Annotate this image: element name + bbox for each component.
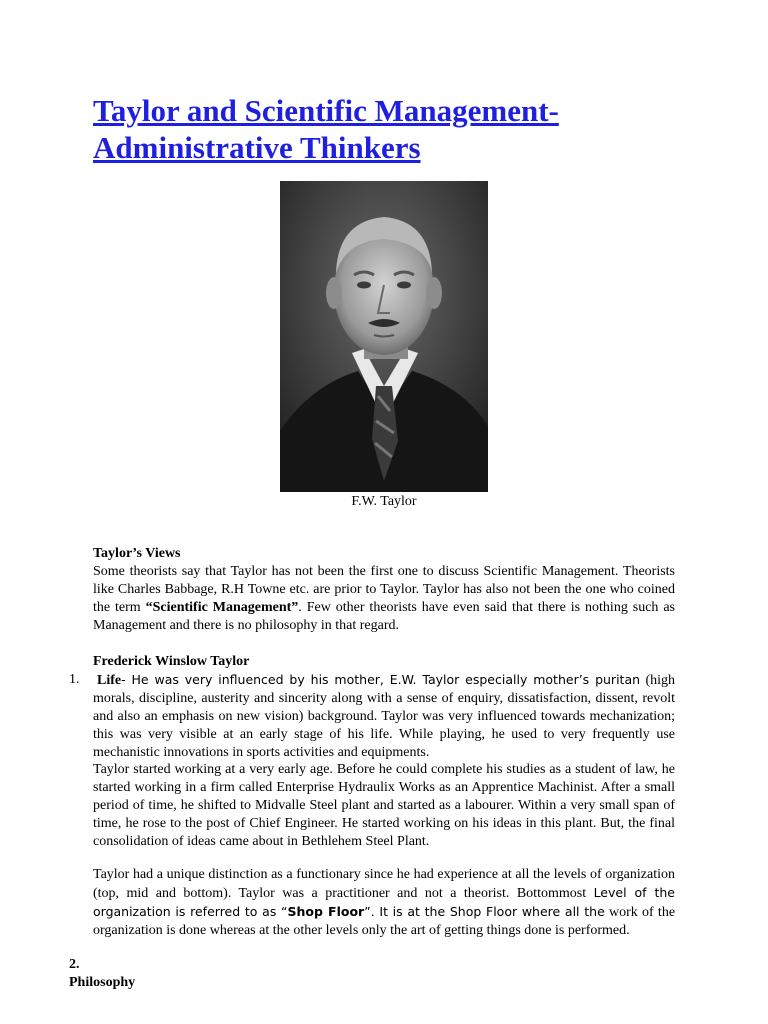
career-paragraph: Taylor started working at a very early age. Before he could complete his studies as a student of law, he started working in a firm called Enterprise Hydraulix Works as an Apprentice Machinist. After a small period of time, he shifted to Midvalle Steel plant and started as a labourer. Within a very small span of time, he rose to the post of Chief Engineer. He started working on his ideas in this plant. But, the final consolidation of ideas came about in Bethlehem Steel Plant. [93,762,675,849]
views-text-b: . Few other theorists have even said that there is nothing such as Management and there is no philosophy in that regard. [93,600,675,633]
life-text-b: (high morals, discipline, austerity and sincerity along with a sense of enquiry, dissatisfaction, dissent, revolt and also an emphasis on new vision) background. Taylor was very influenced towards mechanization; this was very visible at an early stage of his life. While playing, he used to very frequently use mechanistic innovations in sports activities and equipments. [93,673,675,760]
distinction-paragraph [93,866,675,940]
life-paragraph [93,671,675,762]
title-line-2: Administrative Thinkers [93,130,421,165]
distinction-text-b: Level of the organization is referred to as “ [93,885,675,919]
views-heading-text: Taylor’s Views [93,546,181,561]
distinction-text-d: work of the organization is done whereas at the other levels only the art of getting things done is performed. [93,905,676,938]
views-paragraph [93,563,675,635]
views-text-a: Some theorists say that Taylor has not been the first one to discuss Scientific Management. Theorists like Charles Babbage, R.H Towne etc. are prior to Taylor. Taylor has also not been the one who coined the term [93,564,675,615]
page-title [93,92,693,166]
fwt-heading-text: Frederick Winslow Taylor [93,654,250,669]
philosophy-heading [69,974,135,992]
item-2-number [69,956,80,974]
item-2-number-text: 2. [69,957,80,972]
life-text-a: - He was very influenced by his mother, E.W. Taylor especially mother’s puritan [121,672,641,687]
distinction-text-c: ”. It is at the Shop Floor where all the [364,904,605,919]
photo-caption: F.W. Taylor [351,494,417,509]
shop-floor-term: Shop Floor [287,904,365,919]
distinction-text-a: Taylor had a unique distinction as a functionary since he had experience at all the levels of organization (top, mid and bottom). Taylor was a practitioner and not a theorist. Bottommost [93,867,675,901]
philosophy-heading-text: Philosophy [69,975,136,990]
portrait-photo [280,181,488,492]
title-line-1: Taylor and Scientific Management- [93,93,559,128]
fwt-heading [93,653,249,671]
views-heading [93,545,181,563]
item-1-number: 1. [69,672,80,687]
scientific-management-term: “Scientific Management” [145,600,299,615]
portrait-illustration [280,181,488,492]
life-label: Life [97,673,122,688]
